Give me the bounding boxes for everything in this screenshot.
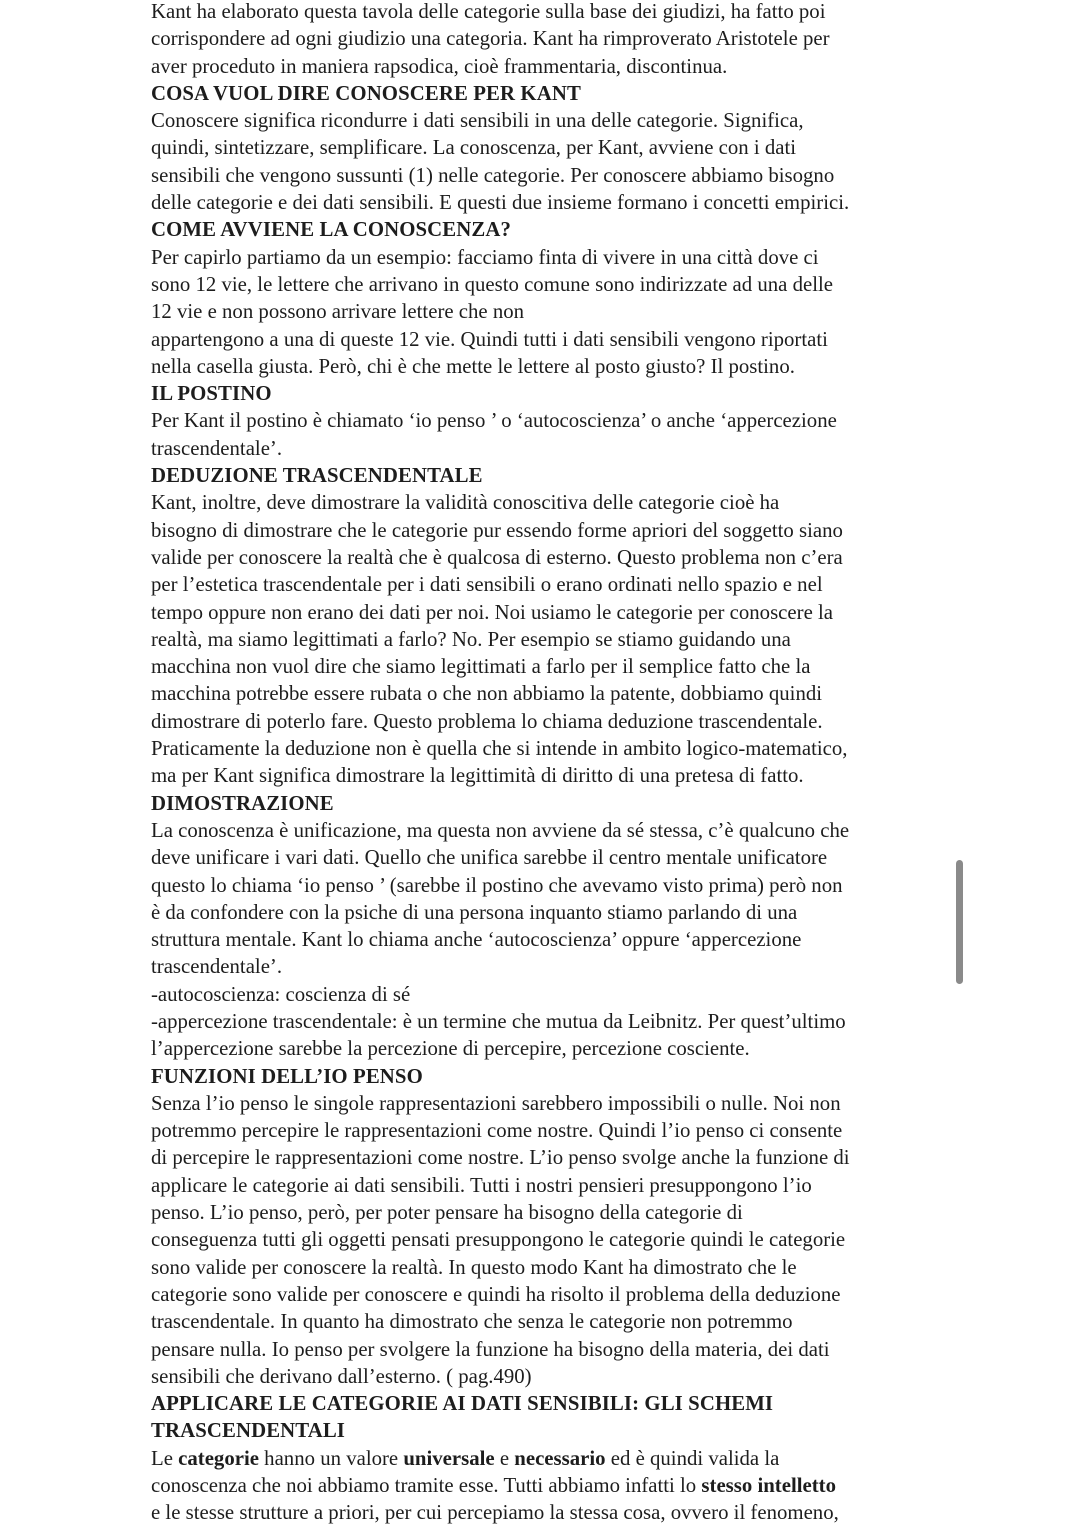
text-run: ed è quindi valida la — [605, 1446, 780, 1470]
section-heading: APPLICARE LE CATEGORIE AI DATI SENSIBILI: GLI SCHEMI — [151, 1392, 774, 1416]
text-line: sono valide per conoscere la realtà. In questo modo Kant ha dimostrato che le — [151, 1255, 797, 1279]
text-run: hanno un valore — [258, 1446, 404, 1470]
section-heading: IL POSTINO — [151, 382, 272, 406]
text-line: 12 vie e non possono arrivare lettere che non — [151, 300, 525, 324]
text-line: è da confondere con la psiche di una persona inquanto stiamo parlando di una — [151, 900, 798, 924]
text-line: per l’estetica trascendentale per i dati sensibili o erano ordinati nello spazio e nel — [151, 573, 823, 597]
text-line: Kant ha elaborato questa tavola delle categorie sulla base dei giudizi, ha fatto poi — [151, 0, 826, 23]
section-heading: DIMOSTRAZIONE — [151, 791, 334, 815]
document-page — [151, 0, 951, 1527]
text-line: macchina non vuol dire che siamo legittimati a farlo per il semplice fatto che la — [151, 655, 811, 679]
text-line: aver proceduto in maniera rapsodica, cioè frammentaria, discontinua. — [151, 54, 728, 78]
section-heading-continued: TRASCENDENTALI — [151, 1419, 346, 1443]
text-line: corrispondere ad ogni giudizio una categoria. Kant ha rimproverato Aristotele per — [151, 27, 830, 51]
bold-term: categorie — [178, 1446, 259, 1470]
text-line: conseguenza tutti gli oggetti pensati presuppongono le categorie quindi le categorie — [151, 1228, 846, 1252]
bold-term: stesso intelletto — [701, 1474, 836, 1498]
text-line: macchina potrebbe essere rubata o che non abbiamo la patente, dobbiamo quindi — [151, 682, 823, 706]
text-line: nella casella giusta. Però, chi è che mette le lettere al posto giusto? Il postino. — [151, 354, 795, 378]
text-line: struttura mentale. Kant lo chiama anche ‘autocoscienza’ oppure ‘appercezione — [151, 928, 802, 952]
text-line: penso. L’io penso, però, per poter pensare ha bisogno della categorie di — [151, 1201, 743, 1225]
text-line: bisogno di dimostrare che le categorie pur essendo forme apriori del soggetto siano — [151, 518, 843, 542]
bold-term: universale — [403, 1446, 495, 1470]
text-line: trascendentale. In quanto ha dimostrato che senza le categorie non potremmo — [151, 1310, 793, 1334]
text-line: Praticamente la deduzione non è quella che si intende in ambito logico-matematico, — [151, 737, 848, 761]
text-line: Conoscere significa ricondurre i dati sensibili in una delle categorie. Significa, — [151, 109, 804, 133]
section-heading: COSA VUOL DIRE CONOSCERE PER KANT — [151, 81, 581, 105]
text-line: -autocoscienza: coscienza di sé — [151, 982, 411, 1006]
text-line: Per Kant il postino è chiamato ‘io penso ’ o ‘autocoscienza’ o anche ‘appercezione — [151, 409, 837, 433]
text-line: sono 12 vie, le lettere che arrivano in questo comune sono indirizzate ad una delle — [151, 272, 834, 296]
text-line: -appercezione trascendentale: è un termine che mutua da Leibnitz. Per quest’ultimo — [151, 1009, 846, 1033]
text-run: e — [494, 1446, 515, 1470]
text-line: categorie sono valide per conoscere e quindi ha risolto il problema della deduzione — [151, 1282, 841, 1306]
text-line: di percepire le rappresentazioni come nostre. L’io penso svolge anche la funzione di — [151, 1146, 850, 1170]
text-line: Per capirlo partiamo da un esempio: facciamo finta di vivere in una città dove ci — [151, 245, 819, 269]
text-line: valide per conoscere la realtà che è qualcosa di esterno. Questo problema non c’era — [151, 545, 843, 569]
section-schemi-trascendentali — [151, 1390, 951, 1526]
text-line: dimostrare di poterlo fare. Questo problema lo chiama deduzione trascendentale. — [151, 709, 823, 733]
section-heading: DEDUZIONE TRASCENDENTALE — [151, 464, 483, 488]
text-line: trascendentale’. — [151, 436, 283, 460]
text-line: realtà, ma siamo legittimati a farlo? No. Per esempio se stiamo guidando una — [151, 627, 791, 651]
text-line — [151, 1472, 951, 1499]
text-line: l’appercezione sarebbe la percezione di percepire, percezione cosciente. — [151, 1037, 750, 1061]
section-come-avviene — [151, 216, 951, 380]
text-line: ma per Kant significa dimostrare la legittimità di diritto di una pretesa di fatto. — [151, 764, 804, 788]
section-deduzione — [151, 462, 951, 790]
text-line: potremmo percepire le rappresentazioni come nostre. Quindi l’io penso ci consente — [151, 1119, 843, 1143]
text-line: La conoscenza è unificazione, ma questa non avviene da sé stessa, c’è qualcuno che — [151, 818, 850, 842]
text-line: sensibili che vengono sussunti (1) nelle categorie. Per conoscere abbiamo bisogno — [151, 163, 835, 187]
section-heading: COME AVVIENE LA CONOSCENZA? — [151, 218, 511, 242]
section-funzioni-io-penso — [151, 1063, 951, 1391]
text-line: e le stesse strutture a priori, per cui percepiamo la stessa cosa, ovvero il fenomeno, — [151, 1501, 839, 1525]
text-line: delle categorie e dei dati sensibili. E questi due insieme formano i concetti empirici. — [151, 191, 850, 215]
text-line: pensare nulla. Io penso per svolgere la funzione ha bisogno della materia, dei dati — [151, 1337, 830, 1361]
text-run: conoscenza che noi abbiamo tramite esse. Tutti abbiamo infatti lo — [151, 1474, 702, 1498]
text-line: appartengono a una di queste 12 vie. Quindi tutti i dati sensibili vengono riportati — [151, 327, 828, 351]
text-line: Kant, inoltre, deve dimostrare la validità conoscitiva delle categorie cioè ha — [151, 491, 780, 515]
section-postino — [151, 380, 951, 462]
text-run: Le — [151, 1446, 179, 1470]
text-line: quindi, sintetizzare, semplificare. La conoscenza, per Kant, avviene con i dati — [151, 136, 797, 160]
section-heading: FUNZIONI DELL’IO PENSO — [151, 1064, 423, 1088]
text-line: deve unificare i vari dati. Quello che unifica sarebbe il centro mentale unificatore — [151, 846, 828, 870]
vertical-scrollbar-thumb[interactable] — [956, 860, 963, 984]
text-line: Senza l’io penso le singole rappresentazioni sarebbero impossibili o nulle. Noi non — [151, 1091, 841, 1115]
intro-paragraph — [151, 0, 951, 80]
section-dimostrazione — [151, 790, 951, 1063]
section-conoscere — [151, 80, 951, 216]
text-line: tempo oppure non erano dei dati per noi. Noi usiamo le categorie per conoscere la — [151, 600, 834, 624]
text-line: trascendentale’. — [151, 955, 283, 979]
text-line: sensibili che derivano dall’esterno. ( pag.490) — [151, 1364, 532, 1388]
text-line: questo lo chiama ‘io penso ’ (sarebbe il postino che avevamo visto prima) però non — [151, 873, 843, 897]
bold-term: necessario — [514, 1446, 606, 1470]
text-line — [151, 1445, 951, 1472]
text-line: applicare le categorie ai dati sensibili. Tutti i nostri pensieri presuppongono l’io — [151, 1173, 812, 1197]
